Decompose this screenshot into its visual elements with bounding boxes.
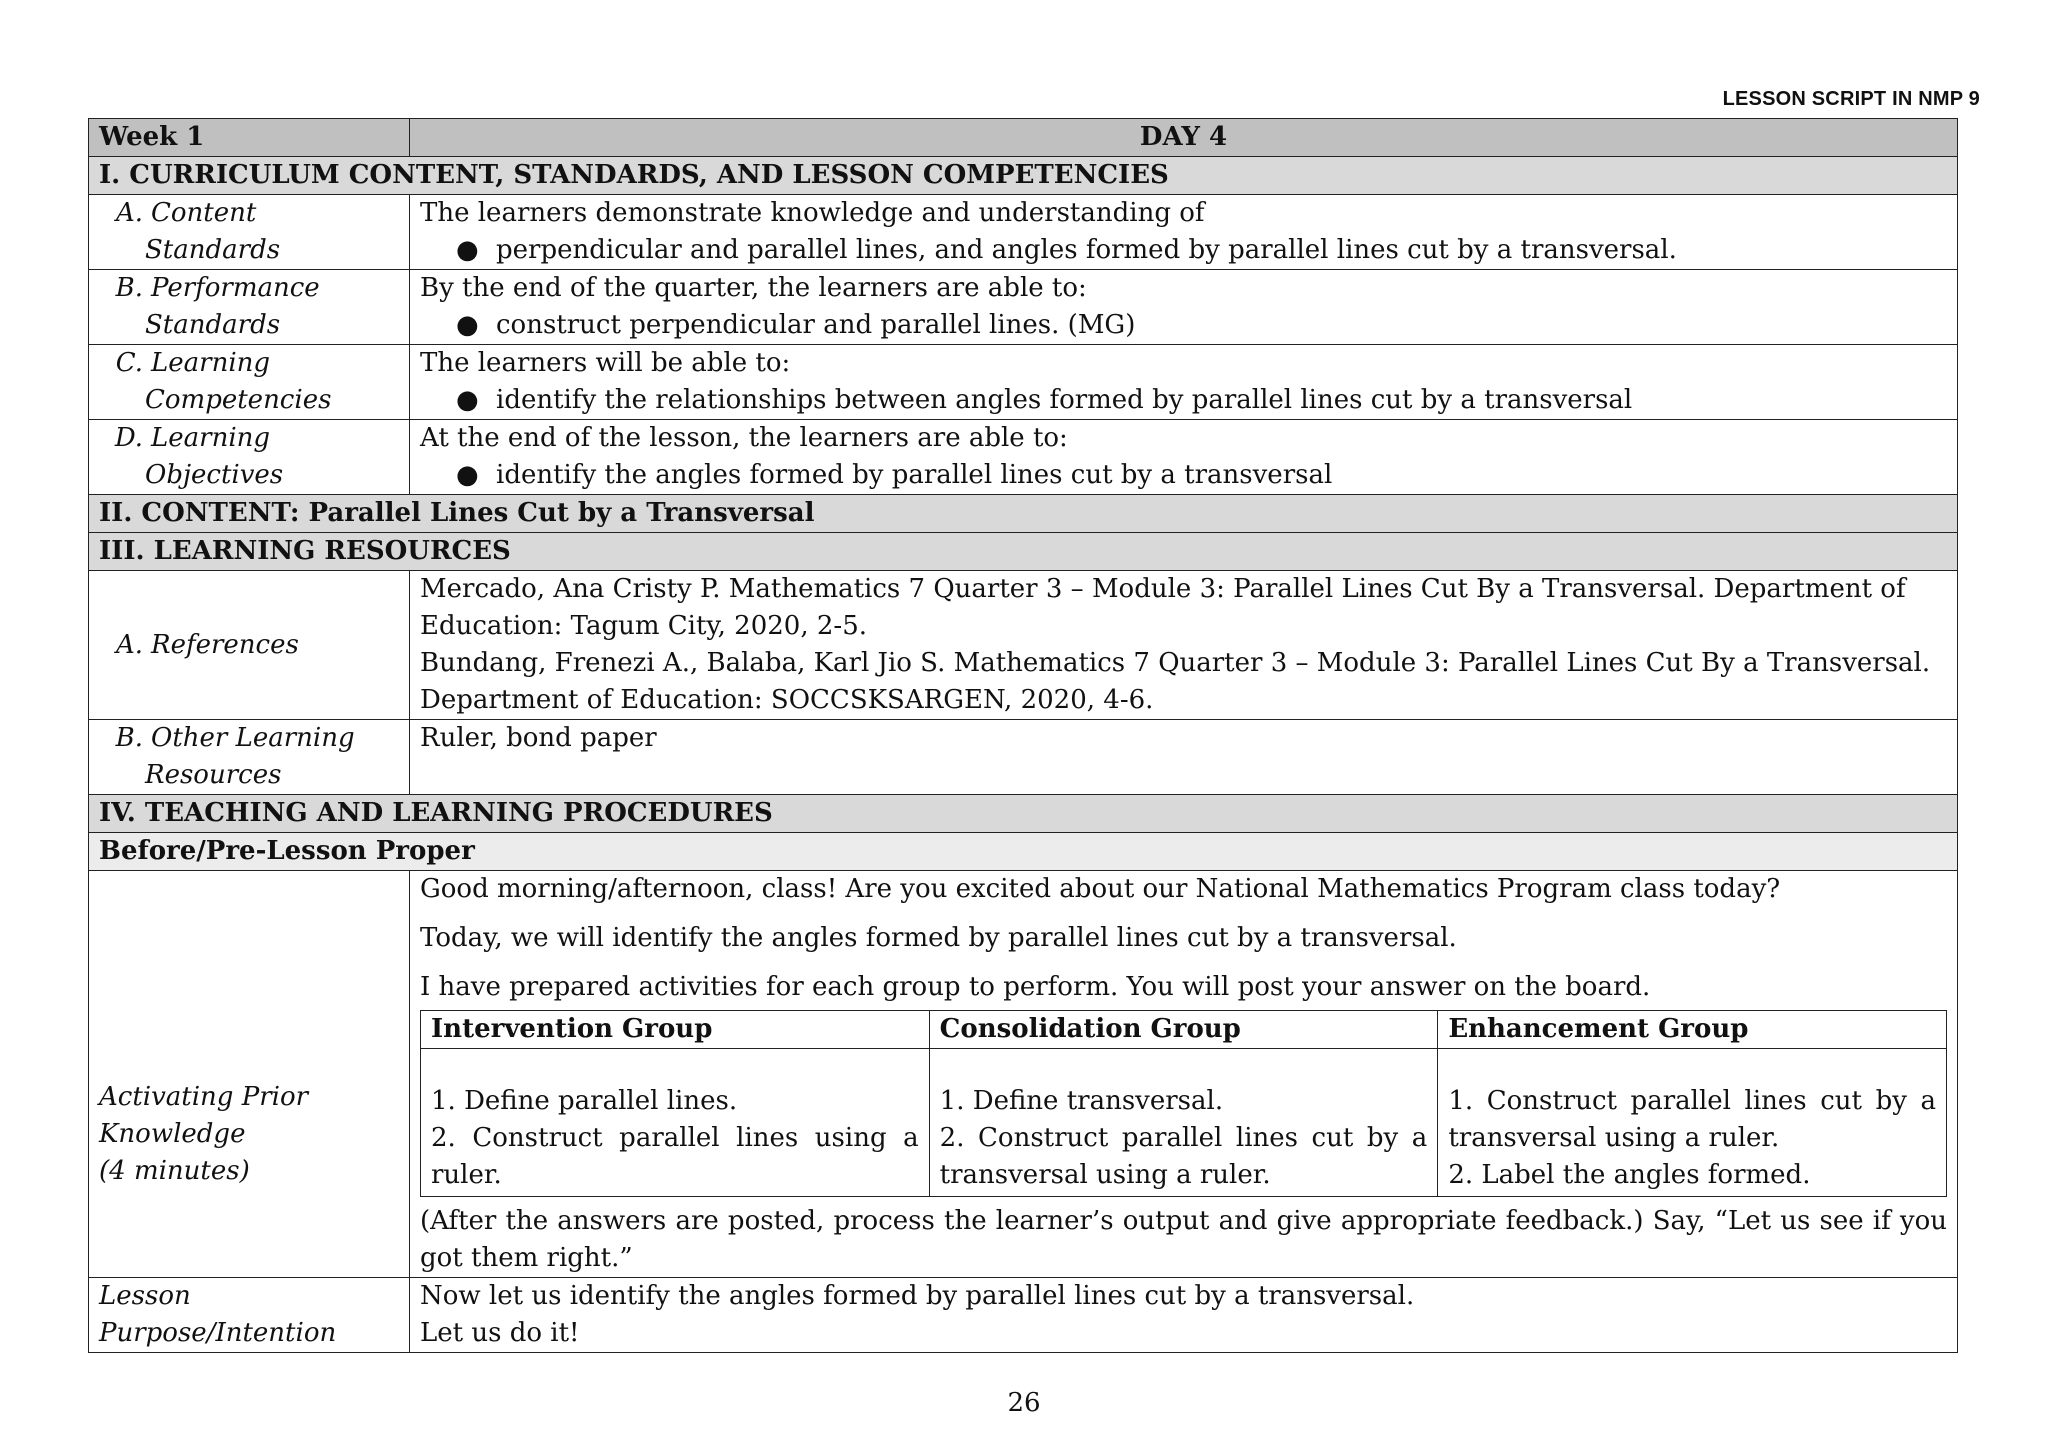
row-content: [410, 720, 1958, 795]
row-letter: A.: [115, 198, 143, 228]
row-label-line: Competencies: [145, 385, 332, 415]
bullet-icon: ●: [456, 385, 479, 415]
other-resources-text: Ruler, bond paper: [420, 723, 657, 753]
row-letter: B.: [115, 273, 143, 303]
row-letter: C.: [115, 348, 143, 378]
script-paragraph: Good morning/afternoon, class! Are you excited about our National Mathematics Program class today?: [420, 874, 1781, 904]
subsection-heading: Before/Pre-Lesson Proper: [89, 833, 1958, 871]
group-tasks: [421, 1049, 930, 1197]
section-2-row: [89, 495, 1958, 533]
row-label-line: Learning: [151, 423, 271, 453]
performance-standards-row: [89, 270, 1958, 345]
bullet-icon: ●: [456, 235, 479, 265]
reference-entry: Bundang, Frenezi A., Balaba, Karl Jio S. Mathematics 7 Quarter 3 – Module 3: Parallel Lines Cut By a Transversal. Department of Education: SOCCSKSARGEN, 2020, 4-6.: [420, 648, 1931, 715]
row-content: [410, 871, 1958, 1278]
row-content: [410, 270, 1958, 345]
row-label-line: Content: [151, 198, 257, 228]
group-header: Enhancement Group: [1438, 1011, 1947, 1049]
script-paragraph: (After the answers are posted, process the learner’s output and give appropriate feedback.) Say, “Let us see if you got them right.”: [420, 1206, 1947, 1273]
row-label-line: Other Learning: [151, 723, 355, 753]
row-bullet: construct perpendicular and parallel lines. (MG): [496, 310, 1136, 340]
row-label-line: Objectives: [145, 460, 284, 490]
page-number: 26: [1007, 1388, 1041, 1418]
row-letter: D.: [114, 423, 143, 453]
row-label-line: Lesson: [99, 1281, 191, 1311]
group-header: Intervention Group: [421, 1011, 930, 1049]
group-task: 2. Label the angles formed.: [1448, 1160, 1811, 1190]
row-label-line: Performance: [151, 273, 320, 303]
row-label-line: Learning: [151, 348, 271, 378]
section-1-row: [89, 157, 1958, 195]
row-label-line: Standards: [145, 235, 281, 265]
content-standards-row: [89, 195, 1958, 270]
reference-entry: Mercado, Ana Cristy P. Mathematics 7 Quarter 3 – Module 3: Parallel Lines Cut By a Transversal. Department of Education: Tagum City, 2020, 2-5.: [420, 574, 1906, 641]
group-activities-table: [420, 1010, 1947, 1197]
group-tasks: [929, 1049, 1438, 1197]
section-4-heading: IV. TEACHING AND LEARNING PROCEDURES: [89, 795, 1958, 833]
row-bullet: identify the angles formed by parallel lines cut by a transversal: [496, 460, 1333, 490]
script-line: Let us do it!: [420, 1318, 580, 1348]
bullet-icon: ●: [456, 460, 479, 490]
row-label: [89, 571, 410, 720]
day-cell: DAY 4: [410, 119, 1958, 157]
row-content: [410, 1278, 1958, 1353]
other-resources-row: [89, 720, 1958, 795]
row-label-line: References: [151, 629, 299, 660]
section-2-heading: II. CONTENT: Parallel Lines Cut by a Transversal: [89, 495, 1958, 533]
row-letter: B.: [115, 723, 143, 753]
lesson-script-table: [88, 118, 1958, 1353]
section-3-row: [89, 533, 1958, 571]
row-label-line: Activating Prior: [99, 1081, 309, 1112]
learning-objectives-row: [89, 420, 1958, 495]
lesson-purpose-row: [89, 1278, 1958, 1353]
section-4-row: [89, 795, 1958, 833]
row-content: [410, 571, 1958, 720]
row-label: [89, 1278, 410, 1353]
row-label-line: Resources: [145, 760, 282, 790]
script-line: Now let us identify the angles formed by parallel lines cut by a transversal.: [420, 1281, 1415, 1311]
row-content: [410, 420, 1958, 495]
section-1-heading: I. CURRICULUM CONTENT, STANDARDS, AND LESSON COMPETENCIES: [89, 157, 1958, 195]
script-paragraph: Today, we will identify the angles formed by parallel lines cut by a transversal.: [420, 923, 1457, 953]
section-3-heading: III. LEARNING RESOURCES: [89, 533, 1958, 571]
group-task: 2. Construct parallel lines cut by a transversal using a ruler.: [939, 1123, 1428, 1190]
row-bullet: identify the relationships between angles formed by parallel lines cut by a transversal: [496, 385, 1633, 415]
group-task: 2. Construct parallel lines using a ruler.: [431, 1123, 919, 1190]
row-label-line: Knowledge: [99, 1118, 246, 1149]
group-task: 1. Define parallel lines.: [431, 1086, 738, 1116]
row-label: [89, 270, 410, 345]
row-intro: The learners will be able to:: [420, 348, 791, 378]
row-label: [89, 420, 410, 495]
learning-competencies-row: [89, 345, 1958, 420]
row-label-line: Standards: [145, 310, 281, 340]
group-tasks: [1438, 1049, 1947, 1197]
script-paragraph: I have prepared activities for each group to perform. You will post your answer on the board.: [420, 972, 1651, 1002]
bullet-icon: ●: [456, 310, 479, 340]
activating-prior-knowledge-row: [89, 871, 1958, 1278]
row-label: [89, 195, 410, 270]
row-content: [410, 195, 1958, 270]
group-task: 1. Define transversal.: [939, 1086, 1224, 1116]
document-header-tag: LESSON SCRIPT IN NMP 9: [1722, 88, 1980, 110]
row-intro: At the end of the lesson, the learners are able to:: [420, 423, 1068, 453]
row-intro: By the end of the quarter, the learners are able to:: [420, 273, 1087, 303]
row-label-line: (4 minutes): [99, 1155, 250, 1186]
row-label: [89, 720, 410, 795]
row-content: [410, 345, 1958, 420]
group-header: Consolidation Group: [929, 1011, 1438, 1049]
row-label: [89, 871, 410, 1278]
row-label-line: Purpose/Intention: [99, 1318, 337, 1348]
subsection-row: [89, 833, 1958, 871]
row-letter: A.: [115, 629, 143, 660]
row-label: [89, 345, 410, 420]
group-task: 1. Construct parallel lines cut by a transversal using a ruler.: [1448, 1086, 1936, 1153]
references-row: [89, 571, 1958, 720]
week-day-row: [89, 119, 1958, 157]
week-cell: Week 1: [89, 119, 410, 157]
row-bullet: perpendicular and parallel lines, and angles formed by parallel lines cut by a transversal.: [496, 235, 1677, 265]
row-intro: The learners demonstrate knowledge and understanding of: [420, 198, 1205, 228]
